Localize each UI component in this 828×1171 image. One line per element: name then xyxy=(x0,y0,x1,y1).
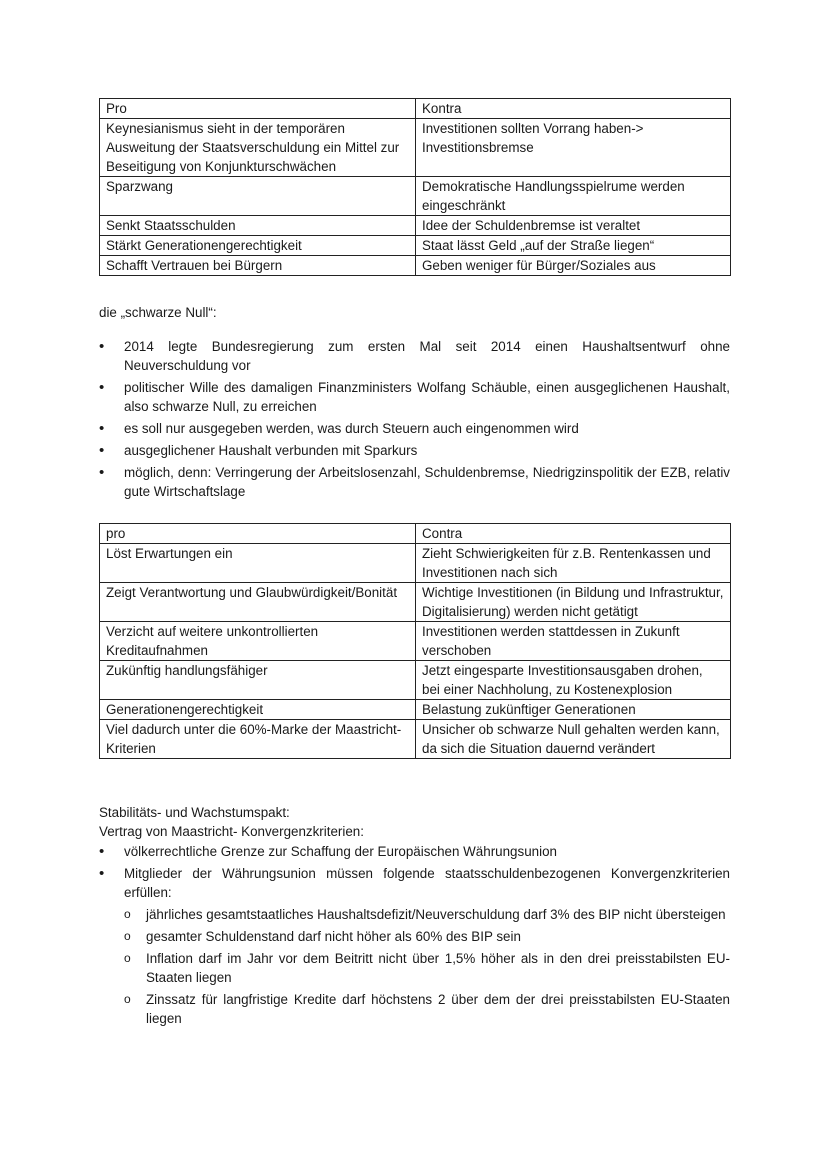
pro-cell: Stärkt Generationengerechtigkeit xyxy=(100,236,416,256)
contra-cell: Geben weniger für Bürger/Soziales aus xyxy=(416,256,731,276)
contra-cell: Zieht Schwierigkeiten für z.B. Rentenkassen und Investitionen nach sich xyxy=(416,544,731,583)
contra-cell: Investitionen werden stattdessen in Zukunft verschoben xyxy=(416,622,731,661)
contra-cell: Staat lässt Geld „auf der Straße liegen“ xyxy=(416,236,731,256)
contra-cell: Investitionen sollten Vorrang haben-> Investitionsbremse xyxy=(416,119,731,177)
table-row xyxy=(100,177,731,216)
contra-cell: Demokratische Handlungsspielrume werden eingeschränkt xyxy=(416,177,731,216)
sub-bullet-list-konvergenzkriterien xyxy=(124,905,730,1028)
header-cell-pro: Pro xyxy=(100,99,416,119)
sub-list-item: o jährliches gesamtstaatliches Haushaltsdefizit/Neuverschuldung darf 3% des BIP nicht übersteigen xyxy=(124,905,730,924)
pro-cell: Generationengerechtigkeit xyxy=(100,700,416,720)
contra-cell: Wichtige Investitionen (in Bildung und Infrastruktur, Digitalisierung) werden nicht getätigt xyxy=(416,583,731,622)
table-row xyxy=(100,622,731,661)
list-item-text: Mitglieder der Währungsunion müssen folgende staatsschuldenbezogenen Konvergenzkriterien erfüllen: xyxy=(124,866,730,900)
table-row xyxy=(100,236,731,256)
contra-cell: Jetzt eingesparte Investitionsausgaben drohen, bei einer Nachholung, zu Kostenexplosion xyxy=(416,661,731,700)
pro-contra-table-schuldenbremse xyxy=(99,98,731,276)
table-row xyxy=(100,661,731,700)
table-row xyxy=(100,544,731,583)
table-row xyxy=(100,700,731,720)
list-item: • es soll nur ausgegeben werden, was durch Steuern auch eingenommen wird xyxy=(99,419,730,438)
table-row xyxy=(100,216,731,236)
table-row xyxy=(100,119,731,177)
list-item: • 2014 legte Bundesregierung zum ersten Mal seit 2014 einen Haushaltsentwurf ohne Neuverschuldung vor xyxy=(99,337,730,375)
pro-cell: Viel dadurch unter die 60%-Marke der Maastricht-Kriterien xyxy=(100,720,416,759)
pro-cell: Zukünftig handlungsfähiger xyxy=(100,661,416,700)
sub-list-item: o Zinssatz für langfristige Kredite darf höchstens 2 über dem der drei preisstabilsten EU-Staaten liegen xyxy=(124,990,730,1028)
pro-cell: Senkt Staatsschulden xyxy=(100,216,416,236)
table-row xyxy=(100,256,731,276)
list-item xyxy=(99,864,730,1028)
bullet-list-maastricht xyxy=(99,842,730,1031)
header-cell-contra: Kontra xyxy=(416,99,731,119)
header-cell-contra: Contra xyxy=(416,524,731,544)
section-heading-schwarze-null: die „schwarze Null“: xyxy=(99,305,217,320)
contra-cell: Unsicher ob schwarze Null gehalten werden kann, da sich die Situation dauernd verändert xyxy=(416,720,731,759)
sub-list-item: o Inflation darf im Jahr vor dem Beitritt nicht über 1,5% höher als in den drei preisstabilsten EU-Staaten liegen xyxy=(124,949,730,987)
pro-cell: Verzicht auf weitere unkontrollierten Kreditaufnahmen xyxy=(100,622,416,661)
pro-cell: Sparzwang xyxy=(100,177,416,216)
table-row xyxy=(100,583,731,622)
section-subheading-maastricht: Vertrag von Maastricht- Konvergenzkriterien: xyxy=(99,824,364,839)
list-item: • politischer Wille des damaligen Finanzministers Wolfang Schäuble, einen ausgeglichenen Haushalt, also schwarze Null, zu erreichen xyxy=(99,378,730,416)
bullet-list-schwarze-null xyxy=(99,337,730,504)
pro-cell: Löst Erwartungen ein xyxy=(100,544,416,583)
section-heading-stabilitaetspakt: Stabilitäts- und Wachstumspakt: xyxy=(99,805,290,820)
table-row xyxy=(100,720,731,759)
pro-cell: Schafft Vertrauen bei Bürgern xyxy=(100,256,416,276)
pro-cell: Keynesianismus sieht in der temporären Ausweitung der Staatsverschuldung ein Mittel zur Beseitigung von Konjunkturschwächen xyxy=(100,119,416,177)
list-item: • möglich, denn: Verringerung der Arbeitslosenzahl, Schuldenbremse, Niedrigzinspolitik der EZB, relativ gute Wirtschaftslage xyxy=(99,463,730,501)
sub-list-item: o gesamter Schuldenstand darf nicht höher als 60% des BIP sein xyxy=(124,927,730,946)
table-header-row xyxy=(100,99,731,119)
pro-cell: Zeigt Verantwortung und Glaubwürdigkeit/Bonität xyxy=(100,583,416,622)
list-item: • ausgeglichener Haushalt verbunden mit Sparkurs xyxy=(99,441,730,460)
list-item: • völkerrechtliche Grenze zur Schaffung der Europäischen Währungsunion xyxy=(99,842,730,861)
table-header-row xyxy=(100,524,731,544)
contra-cell: Belastung zukünftiger Generationen xyxy=(416,700,731,720)
pro-contra-table-schwarze-null xyxy=(99,523,731,759)
contra-cell: Idee der Schuldenbremse ist veraltet xyxy=(416,216,731,236)
header-cell-pro: pro xyxy=(100,524,416,544)
